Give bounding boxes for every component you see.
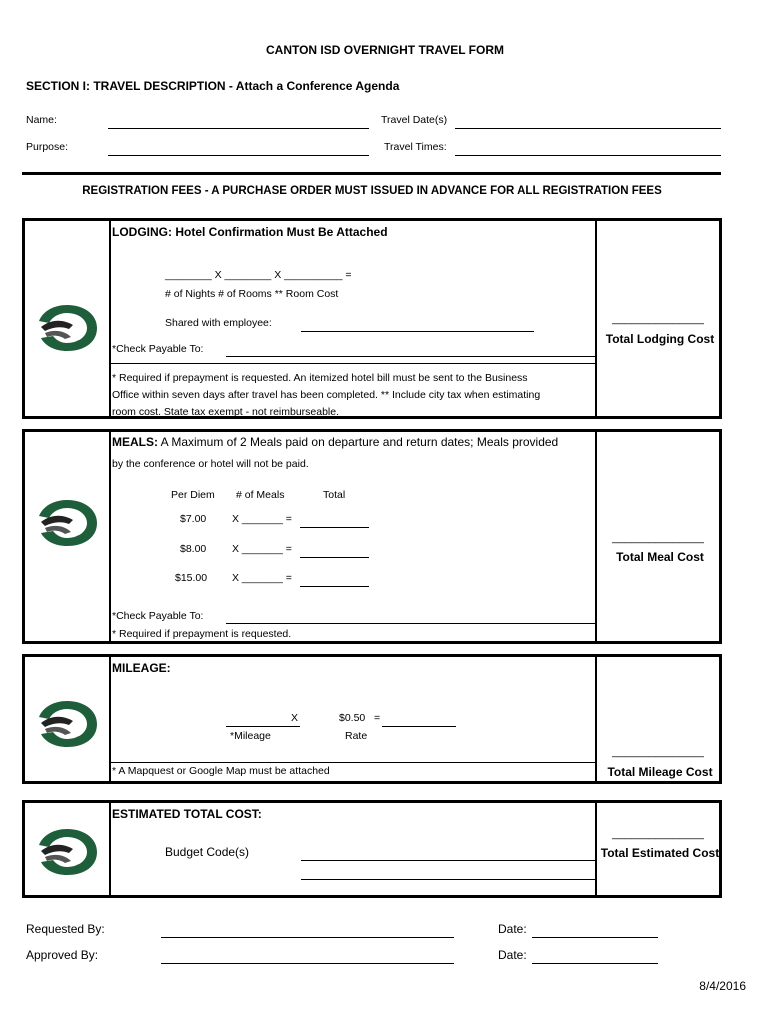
meals-check-payable-field[interactable] (226, 623, 595, 624)
meal-total-2[interactable] (300, 557, 369, 558)
travel-times-field[interactable] (455, 155, 721, 156)
mileage-label: *Mileage (230, 730, 271, 742)
lodging-note-1: * Required if prepayment is requested. An itemized hotel bill must be sent to the Business (112, 372, 528, 384)
meal-rate-1: $7.00 (180, 513, 207, 525)
total-lodging-line[interactable]: _______________ (612, 313, 704, 325)
travel-times-label: Travel Times: (384, 141, 447, 153)
col-per-diem: Per Diem (171, 489, 215, 501)
lodging-heading: LODGING: Hotel Confirmation Must Be Attached (112, 225, 388, 239)
lodging-note-3: room cost. State tax exempt - not reimburseable. (112, 406, 340, 418)
lodging-check-payable-field[interactable] (226, 356, 595, 357)
meal-mult-3[interactable]: X _______ = (232, 572, 292, 584)
canton-eagles-logo-icon (35, 496, 99, 550)
approved-by-label: Approved By: (26, 948, 99, 962)
estimated-total-section (22, 800, 722, 898)
budget-code-field-2[interactable] (301, 879, 595, 880)
registration-notice: REGISTRATION FEES - A PURCHASE ORDER MUST ISSUED IN ADVANCE FOR ALL REGISTRATION FEES (82, 185, 662, 197)
requested-by-label: Requested By: (26, 922, 105, 936)
meal-total-1[interactable] (300, 527, 369, 528)
section1-heading: SECTION I: TRAVEL DESCRIPTION - Attach a Conference Agenda (26, 79, 400, 93)
lodging-formula: ________ X ________ X __________ = (165, 269, 352, 281)
rate-label: Rate (345, 730, 368, 742)
canton-eagles-logo-icon (35, 697, 99, 751)
mileage-note: * A Mapquest or Google Map must be attached (112, 765, 330, 777)
mileage-total-field[interactable] (382, 726, 456, 727)
meal-rate-2: $8.00 (180, 543, 207, 555)
lodging-check-payable-label: *Check Payable To: (112, 343, 204, 355)
meals-heading-line2: by the conference or hotel will not be paid. (112, 458, 309, 470)
date-label-2: Date: (498, 948, 527, 962)
mileage-heading: MILEAGE: (112, 661, 171, 675)
meals-note: * Required if prepayment is requested. (112, 628, 292, 640)
purpose-label: Purpose: (26, 141, 69, 153)
budget-code-field-1[interactable] (301, 860, 595, 861)
lodging-formula-labels: # of Nights # of Rooms ** Room Cost (165, 288, 339, 300)
total-lodging-label: Total Lodging Cost (605, 332, 715, 346)
meal-mult-2[interactable]: X _______ = (232, 543, 292, 555)
mileage-x: X (291, 712, 299, 724)
shared-employee-field[interactable] (301, 331, 534, 332)
date-label-1: Date: (498, 922, 527, 936)
mileage-eq: = (374, 712, 381, 724)
lodging-section (22, 218, 722, 419)
budget-code-label: Budget Code(s) (165, 845, 250, 859)
travel-dates-field[interactable] (455, 128, 721, 129)
total-meal-label: Total Meal Cost (616, 550, 704, 564)
form-title: CANTON ISD OVERNIGHT TRAVEL FORM (265, 43, 504, 57)
meal-total-3[interactable] (300, 586, 369, 587)
shared-employee-label: Shared with employee: (165, 317, 272, 329)
requested-by-field[interactable] (161, 937, 454, 938)
total-mileage-line[interactable]: _______________ (612, 746, 704, 758)
meals-section (22, 429, 722, 644)
meals-heading: MEALS: A Maximum of 2 Meals paid on departure and return dates; Meals provided (112, 435, 559, 449)
meal-mult-1[interactable]: X _______ = (232, 513, 292, 525)
canton-eagles-logo-icon (35, 301, 99, 355)
total-mileage-label: Total Mileage Cost (607, 765, 713, 779)
approved-by-field[interactable] (161, 963, 454, 964)
meal-rate-3: $15.00 (175, 572, 208, 584)
travel-dates-label: Travel Date(s) (381, 114, 448, 126)
date-field-1[interactable] (532, 937, 658, 938)
name-label: Name: (26, 114, 57, 126)
col-total: Total (323, 489, 346, 501)
total-meal-line[interactable]: _______________ (612, 532, 704, 544)
purpose-field[interactable] (108, 155, 369, 156)
mileage-section (22, 654, 722, 784)
meals-check-payable-label: *Check Payable To: (112, 610, 204, 622)
estimated-heading: ESTIMATED TOTAL COST: (112, 807, 262, 821)
section-divider (22, 172, 721, 175)
form-date: 8/4/2016 (699, 979, 746, 993)
mileage-field[interactable] (226, 726, 300, 727)
total-estimated-line[interactable]: _______________ (612, 828, 704, 840)
total-estimated-label: Total Estimated Cost (600, 846, 720, 860)
col-num-meals: # of Meals (236, 489, 285, 501)
date-field-2[interactable] (532, 963, 658, 964)
lodging-note-2: Office within seven days after travel has been completed. ** Include city tax when estimating (112, 389, 541, 401)
mileage-rate: $0.50 (339, 712, 366, 724)
name-field[interactable] (108, 128, 369, 129)
canton-eagles-logo-icon (35, 825, 99, 879)
